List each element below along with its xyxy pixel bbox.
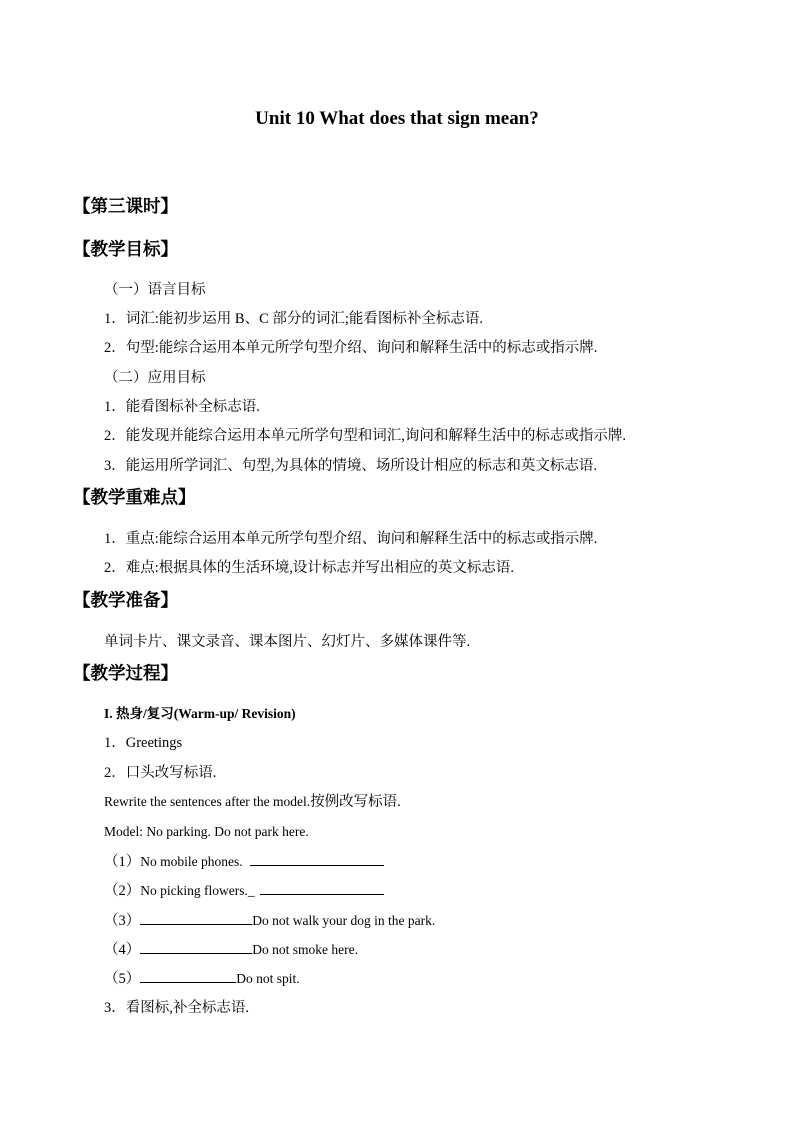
application-objectives-title: （二）应用目标 bbox=[104, 370, 206, 386]
page-title: Unit 10 What does that sign mean? bbox=[255, 108, 539, 129]
exercise-row bbox=[104, 911, 435, 930]
preparation-text: 单词卡片、课文录音、课本图片、幻灯片、多媒体课件等. bbox=[104, 634, 471, 650]
key-point-item: 2．难点:根据具体的生活环境,设计标志并写出相应的英文标志语. bbox=[104, 560, 515, 576]
step-rewrite: 2．口头改写标语. bbox=[104, 765, 217, 781]
exercise-text: Do not spit. bbox=[236, 971, 300, 986]
exercise-row bbox=[104, 940, 358, 959]
language-objective-item: 1．词汇:能初步运用 B、C 部分的词汇;能看图标补全标志语. bbox=[104, 311, 484, 327]
heading-process: 【教学过程】 bbox=[73, 663, 178, 683]
exercise-number: （3） bbox=[104, 913, 141, 929]
model-sentence: Model: No parking. Do not park here. bbox=[104, 824, 309, 839]
answer-blank[interactable] bbox=[260, 881, 384, 895]
answer-blank[interactable] bbox=[140, 940, 252, 954]
exercise-text: Do not walk your dog in the park. bbox=[252, 913, 436, 928]
application-objective-item: 3．能运用所学词汇、句型,为具体的情境、场所设计相应的标志和英文标志语. bbox=[104, 458, 597, 474]
rewrite-instruction bbox=[104, 793, 401, 811]
language-objective-item: 2．句型:能综合运用本单元所学句型介绍、询问和解释生活中的标志或指示牌. bbox=[104, 340, 598, 356]
step-greetings: 1．Greetings bbox=[104, 735, 183, 751]
heading-objectives: 【教学目标】 bbox=[73, 239, 178, 259]
heading-key-points: 【教学重难点】 bbox=[73, 487, 196, 507]
section-warmup-title: I. 热身/复习(Warm-up/ Revision) bbox=[104, 706, 296, 721]
exercise-number: （1） bbox=[104, 854, 141, 870]
exercise-row bbox=[104, 881, 384, 900]
rewrite-instruction-cn: 按例改写标语. bbox=[310, 794, 401, 810]
answer-blank[interactable] bbox=[140, 911, 252, 925]
exercise-number: （2） bbox=[104, 883, 141, 899]
heading-lesson: 【第三课时】 bbox=[73, 196, 178, 216]
exercise-row bbox=[104, 852, 384, 871]
heading-preparation: 【教学准备】 bbox=[73, 590, 178, 610]
language-objectives-title: （一）语言目标 bbox=[104, 282, 206, 298]
key-point-item: 1．重点:能综合运用本单元所学句型介绍、询问和解释生活中的标志或指示牌. bbox=[104, 531, 598, 547]
exercise-text: No picking flowers._ bbox=[140, 883, 255, 898]
exercise-number: （5） bbox=[104, 971, 141, 987]
rewrite-instruction-en: Rewrite the sentences after the model. bbox=[104, 794, 311, 809]
exercise-text: Do not smoke here. bbox=[252, 942, 358, 957]
answer-blank[interactable] bbox=[140, 969, 236, 983]
application-objective-item: 2．能发现并能综合运用本单元所学句型和词汇,询问和解释生活中的标志或指示牌. bbox=[104, 428, 626, 444]
step-complete-signs: 3．看图标,补全标志语. bbox=[104, 1000, 249, 1016]
exercise-number: （4） bbox=[104, 942, 141, 958]
application-objective-item: 1．能看图标补全标志语. bbox=[104, 399, 260, 415]
exercise-text: No mobile phones. bbox=[140, 854, 243, 869]
answer-blank[interactable] bbox=[250, 852, 384, 866]
exercise-row bbox=[104, 969, 300, 988]
